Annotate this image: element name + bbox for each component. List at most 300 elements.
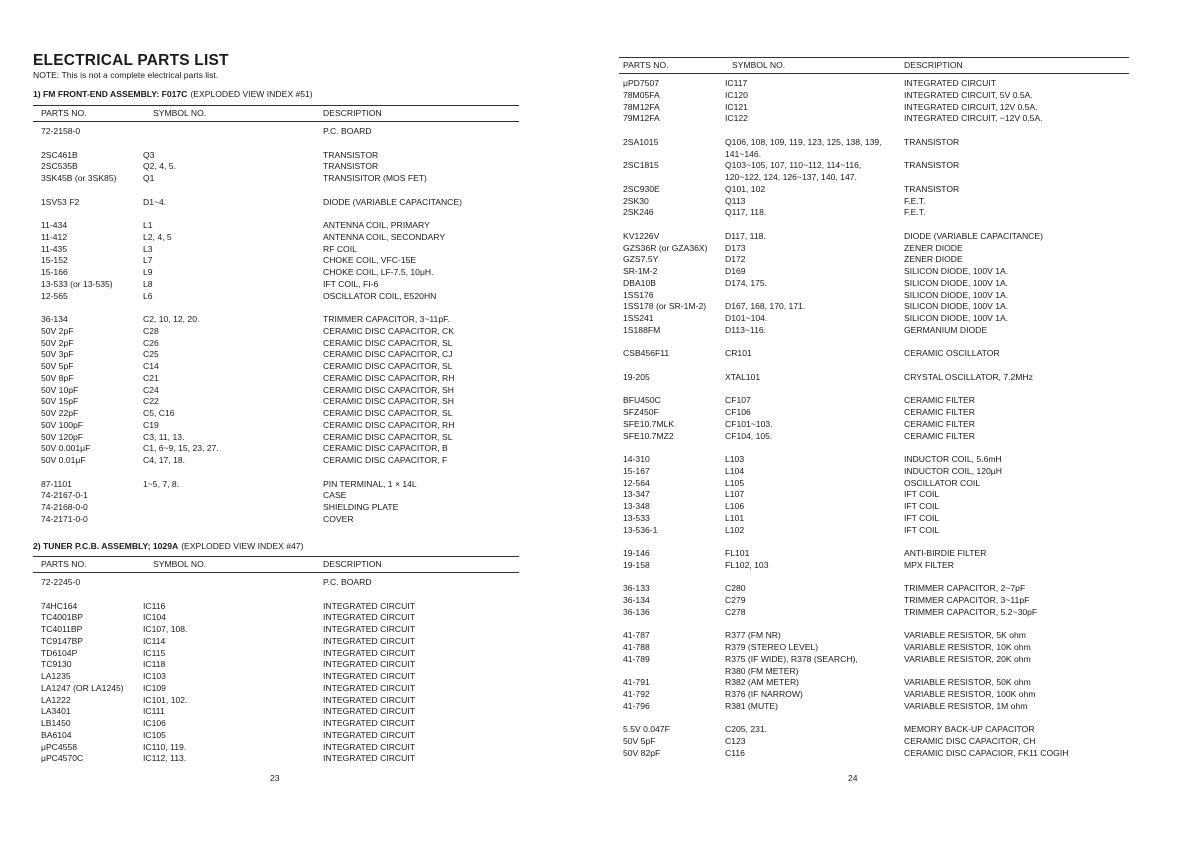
col-header-description: DESCRIPTION	[323, 559, 382, 569]
section-heading-tuner-pcb	[33, 541, 303, 551]
description-cell: CERAMIC OSCILLATOR	[904, 348, 1000, 359]
symbol-no-cell: IC105	[143, 729, 166, 740]
description-cell: F.E.T.	[904, 195, 926, 206]
table-row	[619, 677, 1129, 689]
description-cell: INTEGRATED CIRCUIT	[323, 671, 415, 681]
description-cell: IFT COIL	[904, 501, 940, 511]
symbol-no-cell: IC115	[143, 647, 166, 658]
part-no-cell: 74-2167-0-1	[41, 490, 88, 501]
symbol-no-cell: IC104	[143, 612, 166, 623]
description-cell: SHIELDING PLATE	[323, 502, 399, 512]
description-cell: P.C. BOARD	[323, 577, 372, 587]
part-no-cell: 36-134	[623, 595, 650, 605]
symbol-no-cell: CR101	[725, 348, 752, 359]
part-no-cell: 13-536-1	[623, 524, 658, 535]
part-no-cell: LA1222	[41, 694, 71, 705]
description-cell: VARIABLE RESISTOR, 100K ohm	[904, 689, 1036, 699]
description-cell: INTEGRATED CIRCUIT	[323, 635, 415, 646]
table-row	[33, 385, 519, 397]
symbol-no-cell: XTAL101	[725, 371, 761, 382]
part-no-cell: μPD7507	[623, 78, 660, 88]
description-cell: INTEGRATED CIRCUIT	[323, 612, 415, 623]
table-row	[33, 291, 519, 303]
part-no-cell: 5.5V 0.047F	[623, 724, 670, 735]
table-row	[33, 420, 519, 432]
description-cell: INDUCTOR COIL, 5.6mH	[904, 454, 1002, 464]
description-cell: OSCILLATOR COIL	[904, 477, 981, 488]
description-cell: VARIABLE RESISTOR, 5K ohm	[904, 630, 1026, 641]
part-no-cell: 1SS176	[623, 289, 654, 300]
part-no-cell: LA3401	[41, 706, 71, 717]
symbol-no-cell: D173	[725, 242, 746, 253]
table-row	[33, 326, 519, 338]
description-cell: TRANSISTOR	[904, 183, 960, 194]
symbol-no-cell: C116	[725, 747, 745, 758]
part-no-cell: 50V 2pF	[41, 325, 74, 336]
description-cell: PIN TERMINAL, 1 × 14L	[323, 478, 417, 489]
description-cell: CERAMIC FILTER	[904, 430, 975, 441]
table-row	[33, 432, 519, 444]
part-no-cell: 3SK45B (or 3SK85)	[41, 173, 117, 183]
table-row	[33, 314, 519, 326]
part-no-cell: 2SC1815	[623, 160, 659, 171]
description-cell: INTEGRATED CIRCUIT	[323, 741, 415, 752]
table-row	[33, 612, 519, 624]
table-row	[619, 313, 1129, 325]
symbol-no-cell: CF106	[725, 407, 751, 417]
symbol-no-cell: D169	[725, 266, 746, 276]
description-cell: VARIABLE RESISTOR, 1M ohm	[904, 700, 1028, 711]
table-row	[619, 419, 1129, 431]
col-header-parts-no: PARTS NO.	[623, 60, 669, 70]
symbol-no-cell: C280	[725, 583, 746, 594]
col-header-description: DESCRIPTION	[323, 108, 382, 118]
table-row	[619, 231, 1129, 243]
symbol-no-cell: R379 (STEREO LEVEL)	[725, 642, 819, 652]
table-row	[33, 443, 519, 455]
right-page	[595, 0, 1191, 841]
description-cell: OSCILLATOR COIL, E520HN	[323, 290, 437, 301]
table-row	[33, 742, 519, 754]
table-row	[33, 408, 519, 420]
table-row	[619, 137, 1129, 149]
part-no-cell: BA6104	[41, 729, 72, 740]
part-no-cell: 15-167	[623, 465, 650, 476]
description-cell: IFT COIL, FI-6	[323, 278, 379, 289]
part-no-cell: 79M12FA	[623, 113, 660, 124]
table-row	[619, 348, 1129, 360]
table-row	[619, 243, 1129, 255]
symbol-no-cell: FL102, 103	[725, 559, 769, 570]
table-row	[619, 748, 1129, 760]
part-no-cell: 13-347	[623, 489, 650, 500]
left-page	[0, 0, 595, 841]
part-no-cell: 50V 15pF	[41, 396, 79, 407]
table-row	[619, 78, 1129, 90]
table-row	[619, 630, 1129, 642]
part-no-cell: 1S188FM	[623, 324, 661, 335]
symbol-no-cell: L9	[143, 267, 153, 277]
description-cell: CASE	[323, 490, 347, 501]
description-cell: TRANSISTOR	[323, 161, 379, 172]
description-cell: CERAMIC DISC CAPACITOR, CK	[323, 325, 454, 336]
symbol-no-cell: C22	[143, 396, 159, 407]
table-row	[619, 372, 1129, 384]
part-no-cell: DBA10B	[623, 277, 656, 288]
symbol-no-cell: IC120	[725, 89, 748, 100]
table-row	[33, 161, 519, 173]
part-no-cell: 41-791	[623, 677, 650, 688]
symbol-no-cell: R381 (MUTE)	[725, 700, 779, 711]
symbol-no-cell: C24	[143, 384, 159, 395]
part-no-cell: LA1235	[41, 671, 71, 681]
symbol-no-cell: Q113	[725, 195, 746, 206]
part-no-cell: GZS7.5Y	[623, 254, 659, 265]
description-cell: CERAMIC FILTER	[904, 395, 975, 406]
description-cell: DIODE (VARIABLE CAPACITANCE)	[904, 230, 1043, 241]
description-cell: INTEGRATED CIRCUIT	[323, 753, 415, 764]
description-cell: INTEGRATED CIRCUIT	[323, 647, 415, 658]
part-no-cell: 74-2168-0-0	[41, 502, 88, 512]
table-row	[33, 244, 519, 256]
table-row	[33, 636, 519, 648]
part-no-cell: SR-1M-2	[623, 266, 658, 276]
table-row	[33, 279, 519, 291]
part-no-cell: TC4011BP	[41, 624, 83, 634]
description-cell: SILICON DIODE, 100V 1A.	[904, 266, 1009, 276]
table-row	[33, 648, 519, 660]
symbol-no-cell: IC122	[725, 113, 748, 124]
parts-list-note: NOTE: This is not a complete electrical parts list.	[33, 70, 219, 80]
part-no-cell: 13-533 (or 13-535)	[41, 278, 113, 289]
part-no-cell: 72-2158-0	[41, 126, 81, 136]
part-no-cell: KV1226V	[623, 230, 660, 241]
symbol-no-cell: C123	[725, 736, 746, 746]
page-number: 24	[848, 773, 858, 783]
table-row	[33, 455, 519, 467]
description-cell: INDUCTOR COIL, 120μH	[904, 465, 1002, 476]
symbol-no-cell: C2, 10, 12, 20.	[143, 314, 200, 324]
symbol-no-cell: C205, 231.	[725, 724, 768, 735]
part-no-cell: 1SS241	[623, 313, 654, 323]
symbol-no-cell: C4, 17, 18.	[143, 455, 186, 465]
symbol-no-cell: IC110, 119.	[143, 741, 187, 752]
table-row	[33, 349, 519, 361]
part-no-cell: SFE10.7MLK	[623, 418, 675, 429]
description-cell: INTEGRATED CIRCUIT	[323, 706, 415, 717]
description-cell: CERAMIC DISC CAPACITOR, CJ	[323, 349, 453, 360]
table-body	[33, 126, 519, 526]
table-row	[619, 290, 1129, 302]
description-cell: CERAMIC DISC CAPACITOR, F	[323, 455, 448, 465]
symbol-no-cell: R375 (IF WIDE), R378 (SEARCH),	[725, 653, 858, 664]
table-row	[619, 513, 1129, 525]
description-cell: INTEGRATED CIRCUIT, 5V 0.5A.	[904, 89, 1033, 100]
symbol-no-cell: C19	[143, 419, 159, 430]
symbol-no-cell: C25	[143, 349, 159, 360]
description-cell: RF COIL	[323, 243, 357, 254]
description-cell: CERAMIC DISC CAPACITOR, SH	[323, 384, 454, 395]
symbol-no-cell: IC109	[143, 682, 166, 693]
symbol-no-cell: Q3	[143, 149, 155, 160]
symbol-no-cell: CF104, 105.	[725, 430, 773, 441]
symbol-no-cell: L101	[725, 512, 745, 523]
symbol-no-cell: L8	[143, 278, 153, 289]
symbol-no-cell: C279	[725, 595, 746, 605]
part-no-cell: TD6104P	[41, 647, 78, 658]
table-row	[33, 267, 519, 279]
symbol-no-cell: D172	[725, 254, 746, 265]
table-header	[619, 57, 1129, 74]
part-no-cell: 36-134	[41, 314, 68, 324]
part-no-cell: 50V 8pF	[41, 372, 74, 383]
part-no-cell: 1SS178 (or SR-1M-2)	[623, 301, 707, 312]
table-row	[619, 489, 1129, 501]
symbol-no-cell: D174, 175.	[725, 277, 768, 288]
table-row	[619, 254, 1129, 266]
table-row	[619, 90, 1129, 102]
description-cell: CHOKE COIL, LF-7.5, 10μH.	[323, 267, 434, 277]
symbol-no-cell: R382 (AM METER)	[725, 677, 800, 688]
description-cell: INTEGRATED CIRCUIT, 12V 0.5A.	[904, 101, 1038, 112]
description-cell: CERAMIC FILTER	[904, 418, 975, 429]
part-no-cell: 50V 10pF	[41, 384, 79, 395]
table-row	[619, 478, 1129, 490]
description-cell: SILICON DIODE, 100V 1A.	[904, 313, 1009, 323]
symbol-no-cell: IC117	[725, 78, 748, 88]
part-no-cell: LA1247 (OR LA1245)	[41, 682, 124, 693]
page-number: 23	[270, 773, 280, 783]
description-cell: CERAMIC DISC CAPACITOR, CH	[904, 736, 1036, 746]
description-cell: CERAMIC DISC CAPACIOR, FK11 COGIH	[904, 747, 1069, 758]
table-row	[33, 514, 519, 526]
description-cell: INTEGRATED CIRCUIT	[323, 682, 415, 693]
description-cell: CERAMIC DISC CAPACITOR, B	[323, 443, 448, 454]
symbol-no-cell: L104	[725, 465, 745, 476]
symbol-no-cell: L102	[725, 524, 745, 535]
description-cell: TRANSISITOR (MOS FET)	[323, 173, 427, 183]
symbol-no-cell: Q1	[143, 173, 155, 183]
col-header-symbol-no: SYMBOL NO.	[732, 60, 786, 70]
table-row	[619, 102, 1129, 114]
part-no-cell: μPC4570C	[41, 753, 84, 764]
description-cell: MEMORY BACK-UP CAPACITOR	[904, 724, 1035, 735]
part-no-cell: TC4001BP	[41, 612, 84, 623]
description-cell: TRIMMER CAPACITOR, 5.2~30pF	[904, 606, 1038, 617]
description-cell: INTEGRATED CIRCUIT	[323, 718, 415, 728]
table-row	[619, 666, 1129, 678]
table-row	[619, 548, 1129, 560]
symbol-no-cell: IC111	[143, 706, 165, 717]
symbol-no-cell: L6	[143, 290, 153, 301]
description-cell: CERAMIC FILTER	[904, 407, 975, 417]
part-no-cell: 87-1101	[41, 478, 72, 489]
part-no-cell: 50V 0.001μF	[41, 443, 91, 454]
part-no-cell: 12-565	[41, 290, 68, 301]
description-cell: CERAMIC DISC CAPACITOR, RH	[323, 419, 455, 430]
part-no-cell: 15-166	[41, 267, 68, 277]
table-row	[619, 325, 1129, 337]
part-no-cell: 74HC164	[41, 600, 78, 611]
description-cell: TRIMMER CAPACITOR, 2~7pF	[904, 583, 1026, 594]
symbol-no-cell: C28	[143, 325, 159, 336]
part-no-cell: SFE10.7MZ2	[623, 430, 674, 441]
table-row	[619, 466, 1129, 478]
description-cell: INTEGRATED CIRCUIT	[323, 694, 415, 705]
symbol-no-cell: C14	[143, 361, 159, 371]
part-no-cell: TC9130	[41, 659, 72, 670]
part-no-cell: CSB456F11	[623, 348, 670, 359]
table-row	[33, 361, 519, 373]
symbol-no-cell: L1	[143, 220, 153, 230]
col-header-symbol-no: SYMBOL NO.	[153, 559, 207, 569]
symbol-no-cell: Q101, 102	[725, 183, 766, 194]
table-row	[619, 701, 1129, 713]
description-cell: CHOKE COIL, VFC-15E	[323, 255, 417, 266]
symbol-no-cell: IC106	[143, 718, 166, 728]
table-row	[619, 689, 1129, 701]
table-row	[33, 718, 519, 730]
description-cell: CERAMIC DISC CAPACITOR, SL	[323, 408, 453, 418]
description-cell: CERAMIC DISC CAPACITOR, SH	[323, 396, 454, 407]
symbol-no-cell: 1~5, 7, 8.	[143, 478, 180, 489]
symbol-no-cell: C5, C16	[143, 408, 175, 418]
table-row	[619, 501, 1129, 513]
table-row	[33, 338, 519, 350]
symbol-no-cell: IC103	[143, 671, 166, 681]
table-row	[33, 601, 519, 613]
col-header-symbol-no: SYMBOL NO.	[153, 108, 207, 118]
table-row	[619, 172, 1129, 184]
part-no-cell: 50V 3pF	[41, 349, 74, 360]
symbol-no-cell: Q117, 118.	[725, 207, 767, 218]
part-no-cell: BFU450C	[623, 395, 661, 406]
description-cell: ANTENNA COIL, SECONDARY	[323, 231, 446, 242]
table-header	[33, 556, 519, 573]
symbol-no-cell: D113~116.	[725, 324, 767, 335]
part-no-cell: 2SC535B	[41, 161, 78, 172]
description-cell: CERAMIC DISC CAPACITOR, SL	[323, 431, 453, 442]
description-cell: VARIABLE RESISTOR, 10K ohm	[904, 642, 1031, 652]
description-cell: IFT COIL	[904, 524, 940, 535]
table-row	[33, 479, 519, 491]
description-cell: IFT COIL	[904, 512, 940, 523]
symbol-no-cell: L106	[725, 501, 745, 511]
section-ref: (EXPLODED VIEW INDEX #47)	[181, 541, 304, 551]
description-cell: TRANSISTOR	[904, 160, 960, 171]
symbol-no-cell: D101~104.	[725, 313, 768, 323]
symbol-no-cell: C3, 11, 13.	[143, 431, 185, 442]
table-body	[33, 577, 519, 765]
section-ref: (EXPLODED VIEW INDEX #51)	[190, 89, 313, 99]
part-no-cell: 41-787	[623, 630, 650, 641]
tuner-pcb-parts-table-continued	[619, 57, 1129, 760]
symbol-no-cell: IC118	[143, 659, 166, 670]
table-row	[33, 624, 519, 636]
part-no-cell: 50V 100pF	[41, 419, 84, 430]
symbol-no-cell: L2, 4, 5	[143, 231, 172, 242]
part-no-cell: 74-2171-0-0	[41, 513, 88, 524]
table-row	[619, 160, 1129, 172]
section-heading-fm-front-end	[33, 89, 313, 99]
table-row	[33, 683, 519, 695]
table-row	[33, 255, 519, 267]
table-row	[33, 373, 519, 385]
symbol-no-cell: L103	[725, 454, 745, 464]
description-cell: DIODE (VARIABLE CAPACITANCE)	[323, 196, 462, 207]
description-cell: P.C. BOARD	[323, 126, 372, 136]
symbol-no-cell: IC114	[143, 635, 166, 646]
col-header-parts-no: PARTS NO.	[41, 108, 87, 118]
description-cell: SILICON DIODE, 100V 1A.	[904, 289, 1009, 300]
tuner-pcb-parts-table	[33, 556, 519, 765]
symbol-no-cell: L7	[143, 255, 153, 266]
description-cell: INTEGRATED CIRCUIT	[904, 78, 996, 88]
description-cell: COVER	[323, 513, 354, 524]
description-cell: INTEGRATED CIRCUIT	[323, 729, 415, 740]
table-row	[33, 695, 519, 707]
description-cell: CERAMIC DISC CAPACITOR, RH	[323, 372, 455, 383]
part-no-cell: μPC4558	[41, 741, 78, 752]
symbol-no-cell: C1, 6~9, 15, 23, 27.	[143, 443, 219, 454]
symbol-no-cell: 141~146.	[725, 148, 762, 159]
table-row	[619, 595, 1129, 607]
part-no-cell: 50V 82pF	[623, 747, 661, 758]
symbol-no-cell: D1~4.	[143, 196, 167, 207]
table-row	[33, 502, 519, 514]
table-row	[33, 197, 519, 209]
part-no-cell: 1SV53 F2	[41, 196, 80, 207]
table-row	[33, 706, 519, 718]
symbol-no-cell: Q2, 4, 5.	[143, 161, 176, 172]
part-no-cell: 50V 5pF	[41, 361, 74, 371]
description-cell: F.E.T.	[904, 207, 926, 218]
description-cell: INTEGRATED CIRCUIT	[323, 600, 415, 611]
description-cell: INTEGRATED CIRCUIT	[323, 659, 415, 670]
part-no-cell: 11-434	[41, 220, 68, 230]
part-no-cell: 2SC461B	[41, 149, 78, 160]
part-no-cell: 50V 5pF	[623, 736, 656, 746]
section-title: 2) TUNER P.C.B. ASSEMBLY; 1029A	[33, 541, 179, 551]
part-no-cell: 41-788	[623, 642, 650, 652]
part-no-cell: 13-348	[623, 501, 650, 511]
symbol-no-cell: IC116	[143, 600, 166, 611]
part-no-cell: LB1450	[41, 718, 71, 728]
table-row	[33, 671, 519, 683]
table-row	[33, 659, 519, 671]
table-row	[619, 207, 1129, 219]
table-row	[619, 395, 1129, 407]
table-row	[619, 196, 1129, 208]
symbol-no-cell: R376 (IF NARROW)	[725, 689, 803, 699]
description-cell: INTEGRATED CIRCUIT, −12V 0.5A.	[904, 113, 1043, 124]
table-row	[33, 173, 519, 185]
table-row	[619, 607, 1129, 619]
symbol-no-cell: IC107, 108.	[143, 624, 188, 634]
description-cell: ANTI-BIRDIE FILTER	[904, 548, 987, 558]
description-cell: GERMANIUM DIODE	[904, 324, 988, 335]
description-cell: SILICON DIODE, 100V 1A.	[904, 277, 1009, 288]
description-cell: CERAMIC DISC CAPACITOR, SL	[323, 361, 453, 371]
part-no-cell: 2SK30	[623, 195, 649, 206]
part-no-cell: 11-412	[41, 231, 68, 242]
description-cell: ZENER DIODE	[904, 254, 963, 265]
part-no-cell: 41-789	[623, 653, 650, 664]
symbol-no-cell: Q103~105, 107, 110~112, 114~116,	[725, 160, 862, 171]
part-no-cell: 50V 2pF	[41, 337, 74, 348]
table-row	[619, 642, 1129, 654]
symbol-no-cell: CF107	[725, 395, 751, 406]
